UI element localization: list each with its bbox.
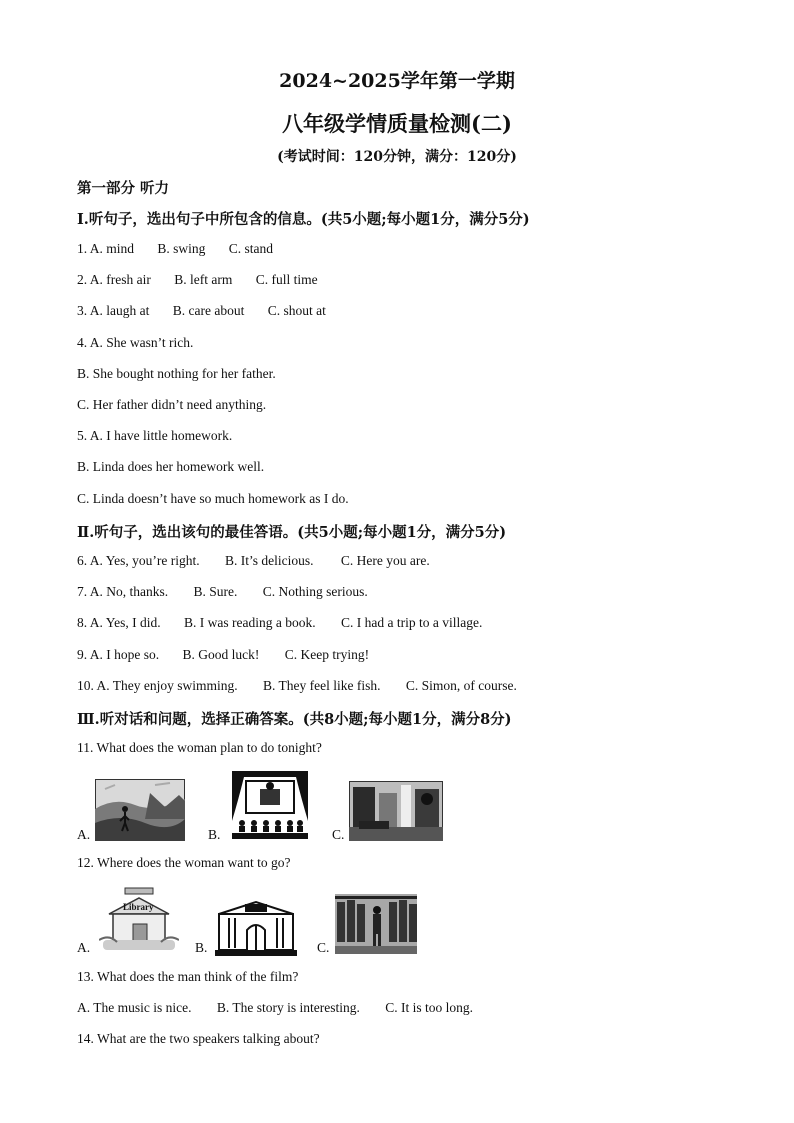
question-12-pictures bbox=[77, 884, 497, 956]
question-5-option-a: 5. A. I have little homework. bbox=[77, 428, 233, 443]
hiking-picture bbox=[95, 779, 185, 841]
question-13-text: 13. What does the man think of the film? bbox=[77, 969, 299, 984]
library-picture bbox=[99, 884, 179, 956]
picture-label-b: B. bbox=[195, 940, 208, 955]
question-9 bbox=[77, 647, 369, 663]
option-c: C. I had a trip to a village. bbox=[341, 615, 483, 630]
question-12-text: 12. Where does the woman want to go? bbox=[77, 855, 291, 870]
question-14-text: 14. What are the two speakers talking about? bbox=[77, 1031, 320, 1046]
picture-label-c: C. bbox=[332, 827, 345, 842]
school-year-title: 2024~2025学年第一学期 bbox=[279, 70, 515, 92]
option-a: 10. A. They enjoy swimming. bbox=[77, 678, 238, 693]
question-4-option-c: C. Her father didn’t need anything. bbox=[77, 397, 267, 412]
option-c: C. full time bbox=[255, 272, 318, 287]
option-a: 2. A. fresh air bbox=[77, 272, 151, 287]
option-b: B. I was reading a book. bbox=[184, 615, 316, 630]
cinema-picture bbox=[232, 771, 308, 839]
picture-label-a: A. bbox=[77, 940, 91, 955]
question-6 bbox=[77, 553, 430, 569]
option-c: C. stand bbox=[228, 241, 274, 256]
option-a: 8. A. Yes, I did. bbox=[77, 615, 161, 630]
option-a: 1. A. mind bbox=[77, 241, 135, 256]
part-one-heading: 第一部分 听力 bbox=[77, 180, 170, 197]
question-11-pictures bbox=[77, 771, 497, 843]
option-c: C. It is too long. bbox=[385, 1000, 473, 1015]
question-11-text: 11. What does the woman plan to do tonight? bbox=[77, 740, 322, 755]
question-4-option-a: 4. A. She wasn’t rich. bbox=[77, 335, 194, 350]
option-b: B. swing bbox=[157, 241, 206, 256]
option-a: A. The music is nice. bbox=[77, 1000, 192, 1015]
option-a: 3. A. laugh at bbox=[77, 303, 150, 318]
question-5-option-b: B. Linda does her homework well. bbox=[77, 459, 265, 474]
option-b: B. left arm bbox=[174, 272, 233, 287]
library-sign-text: Library bbox=[123, 902, 154, 912]
exam-title: 八年级学情质量检测(二) bbox=[282, 111, 512, 136]
option-a: 9. A. I hope so. bbox=[77, 647, 160, 662]
exam-info: (考试时间：120分钟，满分：120分) bbox=[277, 149, 517, 165]
option-b: B. Sure. bbox=[193, 584, 238, 599]
question-3 bbox=[77, 303, 326, 319]
option-a: 6. A. Yes, you’re right. bbox=[77, 553, 200, 568]
option-c: C. Keep trying! bbox=[284, 647, 370, 662]
clothing-store-picture bbox=[335, 894, 417, 954]
building-picture bbox=[215, 900, 297, 956]
question-5-option-c: C. Linda doesn’t have so much homework as I do. bbox=[77, 491, 349, 506]
shopping-picture bbox=[349, 781, 443, 841]
option-b: B. They feel like fish. bbox=[263, 678, 381, 693]
question-4-option-b: B. She bought nothing for her father. bbox=[77, 366, 276, 381]
section-2-heading: Ⅱ.听句子，选出该句的最佳答语。(共5小题;每小题1分，满分5分) bbox=[77, 524, 507, 541]
picture-label-b: B. bbox=[208, 827, 221, 842]
option-b: B. The story is interesting. bbox=[216, 1000, 360, 1015]
option-b: B. care about bbox=[172, 303, 245, 318]
option-c: C. Here you are. bbox=[340, 553, 430, 568]
option-c: C. Simon, of course. bbox=[405, 678, 517, 693]
option-c: C. Nothing serious. bbox=[262, 584, 368, 599]
section-1-heading: Ⅰ.听句子，选出句子中所包含的信息。(共5小题;每小题1分，满分5分) bbox=[77, 211, 530, 228]
option-a: 7. A. No, thanks. bbox=[77, 584, 169, 599]
question-10 bbox=[77, 678, 517, 694]
picture-label-c: C. bbox=[317, 940, 330, 955]
option-b: B. Good luck! bbox=[182, 647, 260, 662]
option-b: B. It’s delicious. bbox=[225, 553, 314, 568]
question-8 bbox=[77, 615, 482, 631]
section-3-heading: Ⅲ.听对话和问题，选择正确答案。(共8小题;每小题1分，满分8分) bbox=[77, 711, 512, 728]
question-7 bbox=[77, 584, 368, 600]
picture-label-a: A. bbox=[77, 827, 91, 842]
question-1 bbox=[77, 241, 273, 257]
question-2 bbox=[77, 272, 318, 288]
question-13-options bbox=[77, 1000, 473, 1016]
option-c: C. shout at bbox=[267, 303, 326, 318]
